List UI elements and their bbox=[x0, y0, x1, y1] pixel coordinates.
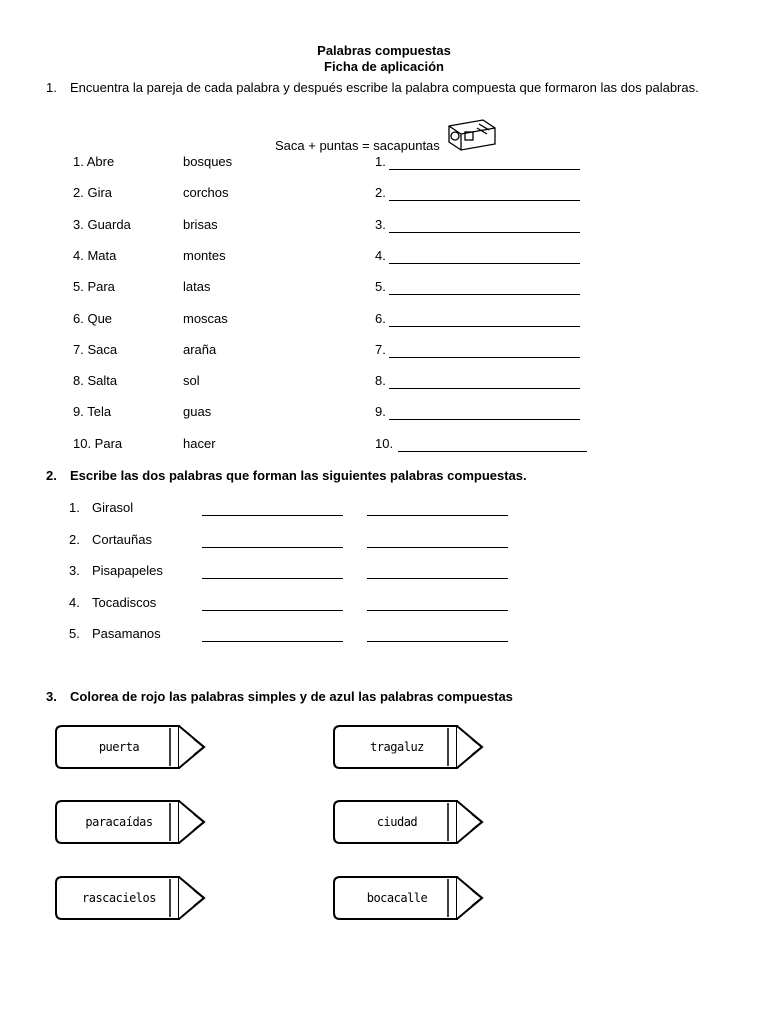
page-title: Palabras compuestas bbox=[317, 43, 451, 58]
crayon-word-box[interactable] bbox=[54, 873, 214, 923]
example-text: Saca + puntas = sacapuntas bbox=[275, 138, 440, 153]
section-3-instruction: Colorea de rojo las palabras simples y de azul las palabras compuestas bbox=[70, 689, 513, 704]
answer-line[interactable] bbox=[389, 419, 580, 420]
answer-line[interactable] bbox=[389, 232, 580, 233]
item-number: 2. bbox=[69, 531, 80, 547]
word-right: moscas bbox=[183, 310, 228, 326]
item-number: 4. bbox=[69, 594, 80, 610]
word-right: araña bbox=[183, 341, 217, 357]
crayon-word: paracaídas bbox=[85, 815, 153, 829]
answer-line[interactable] bbox=[202, 610, 343, 611]
answer-line[interactable] bbox=[367, 547, 508, 548]
item-number: 5. bbox=[69, 626, 80, 641]
crayon-word: rascacielos bbox=[82, 891, 156, 905]
answer-line[interactable] bbox=[367, 578, 508, 579]
answer-line[interactable] bbox=[389, 357, 580, 358]
crayon-word-box[interactable] bbox=[332, 873, 492, 923]
sharpener-icon bbox=[443, 112, 501, 154]
compound-word: Cortauñas bbox=[92, 531, 152, 547]
word-left: 8. Salta bbox=[73, 373, 118, 389]
crayon-word: ciudad bbox=[376, 815, 418, 829]
crayon-word-box[interactable] bbox=[54, 797, 214, 847]
answer-number: 6. bbox=[375, 310, 386, 326]
answer-line[interactable] bbox=[202, 547, 343, 548]
word-left: 1. Abre bbox=[73, 154, 115, 169]
answer-line[interactable] bbox=[398, 451, 587, 452]
answer-number: 5. bbox=[375, 279, 386, 295]
answer-number: 10. bbox=[375, 435, 394, 451]
section-3-number: 3. bbox=[46, 689, 57, 704]
section-2-number: 2. bbox=[46, 468, 57, 483]
answer-line[interactable] bbox=[389, 326, 580, 327]
section-1-number: 1. bbox=[46, 80, 57, 95]
crayon-word-box[interactable] bbox=[54, 722, 214, 772]
answer-number: 2. bbox=[375, 185, 386, 201]
page-subtitle: Ficha de aplicación bbox=[324, 59, 444, 74]
item-number: 3. bbox=[69, 563, 80, 578]
answer-number: 1. bbox=[375, 154, 386, 169]
answer-line[interactable] bbox=[389, 200, 580, 201]
word-left: 2. Gira bbox=[73, 185, 113, 201]
answer-line[interactable] bbox=[389, 263, 580, 264]
section-1-instruction: Encuentra la pareja de cada palabra y después escribe la palabra compuesta que formaron las dos palabras. bbox=[70, 80, 699, 95]
crayon-word: puerta bbox=[98, 740, 140, 754]
crayon-word: bocacalle bbox=[366, 891, 428, 905]
answer-number: 3. bbox=[375, 216, 386, 232]
word-right: brisas bbox=[183, 216, 218, 232]
answer-line[interactable] bbox=[202, 578, 343, 579]
word-right: guas bbox=[183, 404, 212, 420]
compound-word: Girasol bbox=[92, 500, 134, 515]
answer-line[interactable] bbox=[367, 641, 508, 642]
section-2-instruction: Escribe las dos palabras que forman las siguientes palabras compuestas. bbox=[70, 468, 527, 483]
crayon-word-box[interactable] bbox=[332, 797, 492, 847]
answer-line[interactable] bbox=[202, 641, 343, 642]
word-right: bosques bbox=[183, 154, 233, 169]
answer-line[interactable] bbox=[367, 610, 508, 611]
compound-word: Tocadiscos bbox=[92, 594, 157, 610]
word-left: 3. Guarda bbox=[73, 216, 131, 232]
word-left: 10. Para bbox=[73, 435, 123, 451]
item-number: 1. bbox=[69, 500, 80, 515]
answer-line[interactable] bbox=[389, 169, 580, 170]
answer-number: 9. bbox=[375, 404, 386, 420]
compound-word: Pisapapeles bbox=[92, 563, 163, 578]
word-left: 5. Para bbox=[73, 279, 115, 295]
word-right: sol bbox=[183, 373, 200, 389]
compound-word: Pasamanos bbox=[92, 626, 161, 641]
answer-line[interactable] bbox=[389, 388, 580, 389]
answer-number: 7. bbox=[375, 341, 386, 357]
word-right: corchos bbox=[183, 185, 229, 201]
word-right: montes bbox=[183, 247, 226, 263]
word-left: 4. Mata bbox=[73, 247, 117, 263]
answer-line[interactable] bbox=[202, 515, 343, 516]
word-left: 9. Tela bbox=[73, 404, 112, 420]
answer-number: 4. bbox=[375, 247, 386, 263]
word-left: 6. Que bbox=[73, 310, 113, 326]
word-right: hacer bbox=[183, 435, 216, 451]
answer-line[interactable] bbox=[389, 294, 580, 295]
word-right: latas bbox=[183, 279, 211, 295]
answer-line[interactable] bbox=[367, 515, 508, 516]
crayon-word: tragaluz bbox=[370, 740, 424, 754]
answer-number: 8. bbox=[375, 373, 386, 389]
word-left: 7. Saca bbox=[73, 341, 118, 357]
crayon-word-box[interactable] bbox=[332, 722, 492, 772]
